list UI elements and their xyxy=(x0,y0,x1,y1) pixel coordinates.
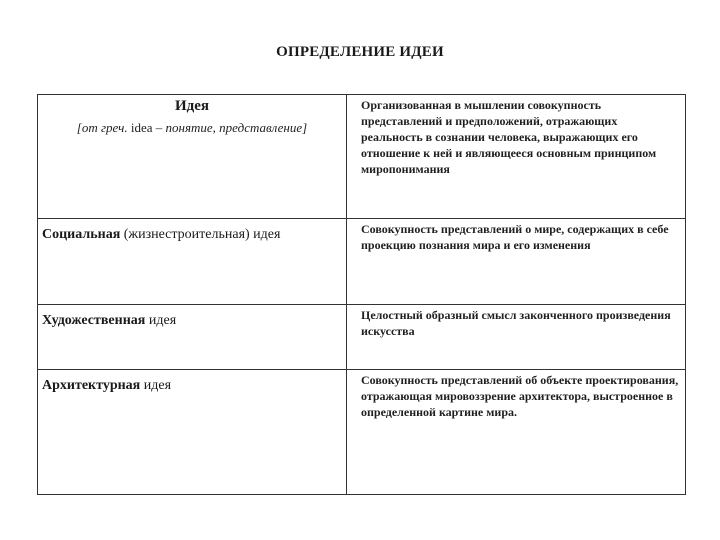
term-qualifier: идея xyxy=(145,313,177,328)
term-cell xyxy=(38,305,347,370)
table-row xyxy=(38,219,686,305)
term-name: Художественная xyxy=(42,313,146,328)
etymology-prefix: [от греч. xyxy=(76,120,131,135)
definition-table xyxy=(37,94,686,495)
term-cell xyxy=(38,370,347,495)
term-cell xyxy=(38,219,347,305)
definition-cell: Целостный образный смысл законченного произведения искусства xyxy=(347,305,686,370)
page-title: ОПРЕДЕЛЕНИЕ ИДЕИ xyxy=(276,44,444,60)
definition-cell: Организованная в мышлении совокупность представлений и предположений, отражающих реальность в сознании человека, выражающих его отношение к ней и являющееся основным принципом миропонимания xyxy=(347,95,686,219)
etymology-word: idea xyxy=(130,120,153,135)
table-row xyxy=(38,305,686,370)
term-name: Социальная xyxy=(42,227,121,242)
definition-cell: Совокупность представлений о мире, содержащих в себе проекцию познания мира и его изменения xyxy=(347,219,686,305)
definition-cell: Совокупность представлений об объекте проектирования, отражающая мировоззрение архитектора, выстроенное в определенной картине мира. xyxy=(347,370,686,495)
table-row xyxy=(38,95,686,219)
term-heading: Идея xyxy=(174,98,210,114)
term-cell xyxy=(38,95,347,219)
table-row xyxy=(38,370,686,495)
term-name: Архитектурная xyxy=(42,378,141,393)
etymology-suffix: – понятие, представление] xyxy=(152,120,308,135)
term-qualifier: идея xyxy=(140,378,172,393)
term-qualifier: (жизнестроительная) идея xyxy=(120,227,281,242)
term-etymology xyxy=(38,120,346,136)
